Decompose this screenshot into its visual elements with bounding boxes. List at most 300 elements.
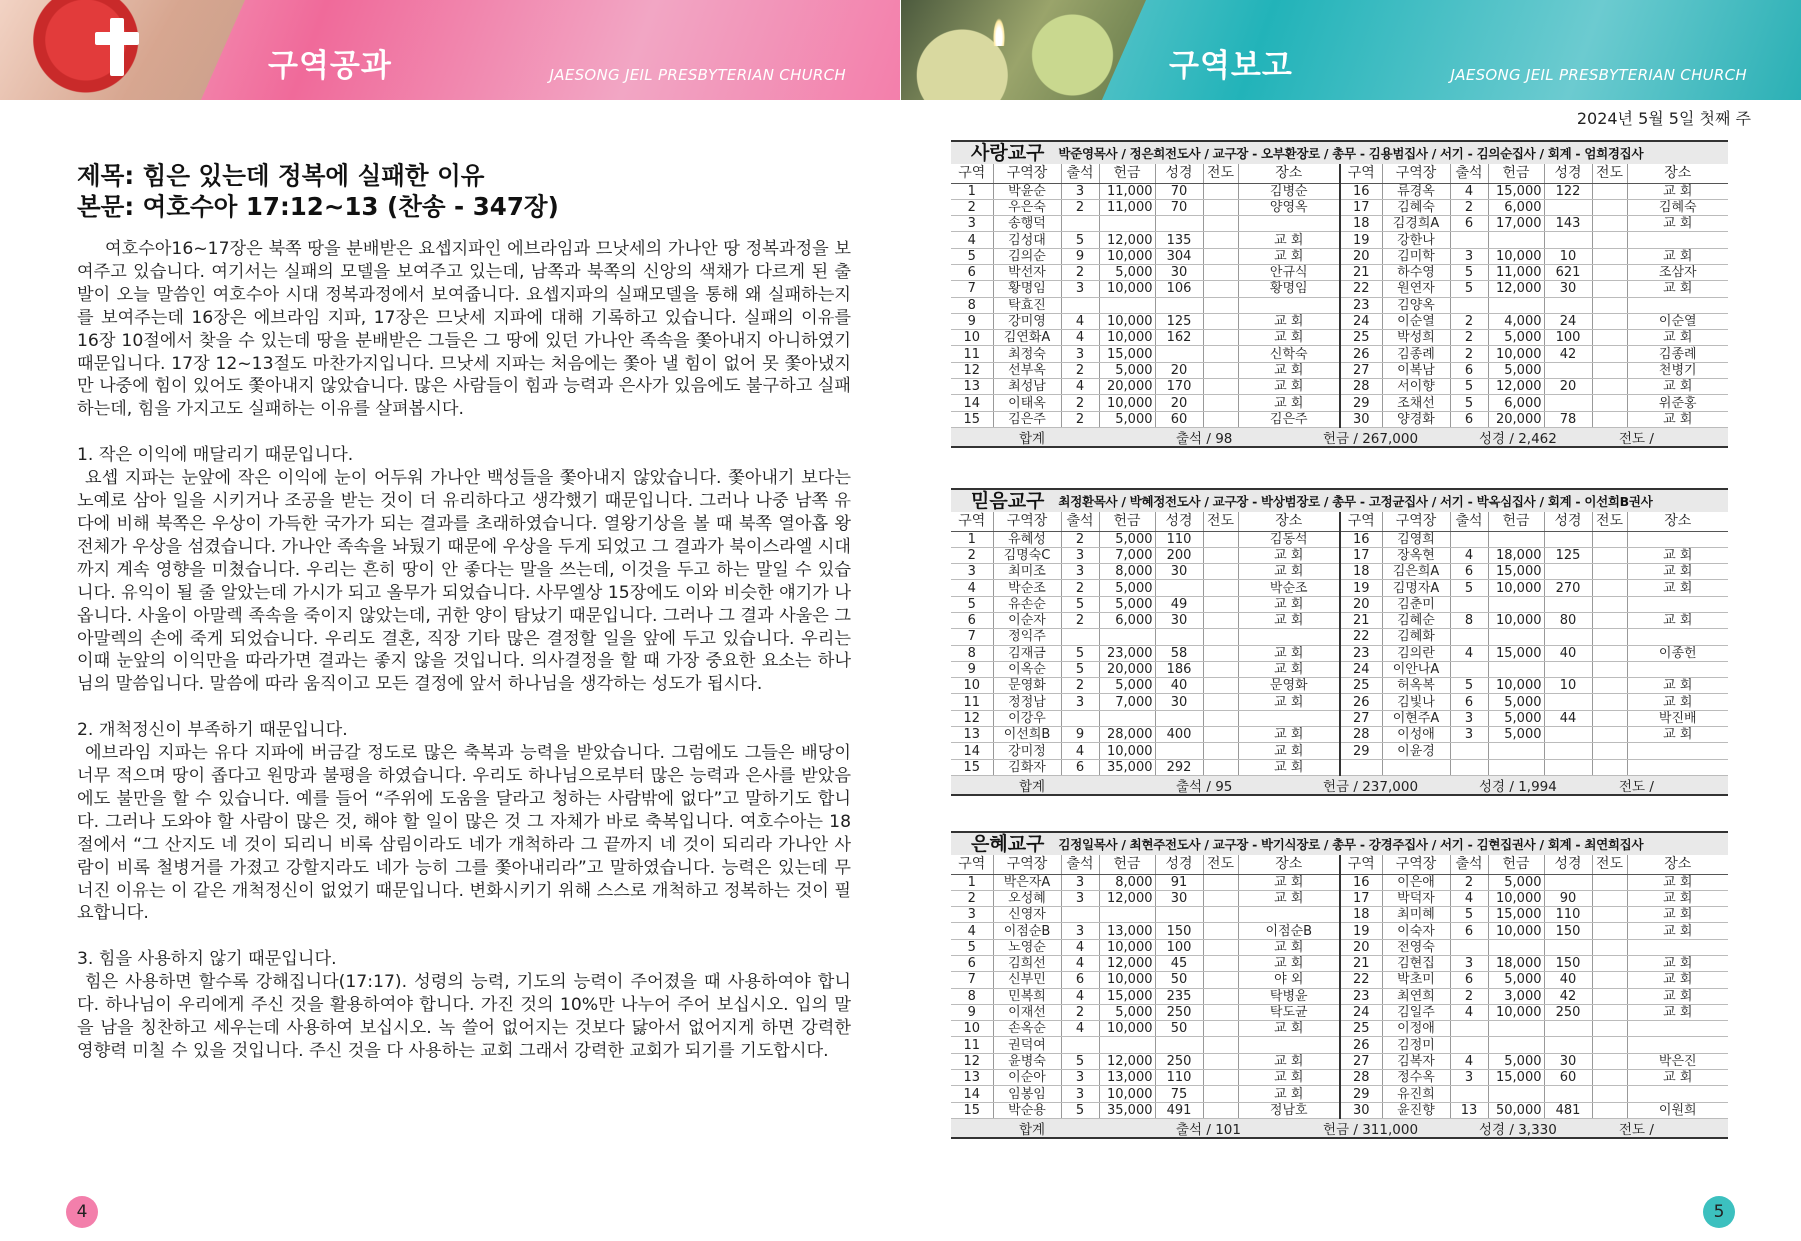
- table-cell: 50,000: [1488, 1102, 1544, 1118]
- table-cell: [1627, 1086, 1728, 1102]
- table-row: [951, 1037, 1728, 1053]
- table-cell: [1099, 297, 1155, 313]
- table-cell: 이순열: [1382, 313, 1450, 329]
- table-cell: [1203, 183, 1238, 199]
- table-cell: [1203, 1004, 1238, 1020]
- table-cell: 200: [1155, 547, 1203, 563]
- table-cell: 김미학: [1382, 248, 1450, 264]
- candle-image: [901, 0, 1146, 100]
- table-cell: [1203, 216, 1238, 232]
- table-row: [951, 874, 1728, 890]
- table-cell: 2: [1061, 531, 1099, 547]
- table-cell: 윤진향: [1382, 1102, 1450, 1118]
- district-1: [951, 140, 1728, 448]
- table-cell: 교 회: [1627, 281, 1728, 297]
- table-cell: 임봉임: [993, 1086, 1061, 1102]
- table-cell: 최연희: [1382, 988, 1450, 1004]
- table-cell: 2: [1061, 678, 1099, 694]
- table-cell: 6: [1450, 362, 1488, 378]
- table-cell: [1203, 678, 1238, 694]
- table-cell: [1203, 281, 1238, 297]
- table-cell: 18: [1340, 564, 1382, 580]
- table-cell: 1: [951, 531, 993, 547]
- table-cell: 16: [1340, 874, 1382, 890]
- table-cell: [1155, 629, 1203, 645]
- table-cell: 14: [951, 1086, 993, 1102]
- table-cell: 17: [1340, 547, 1382, 563]
- table-cell: 김은희A: [1382, 564, 1450, 580]
- district-name: 은혜교구: [971, 833, 1045, 855]
- table-cell: 45: [1155, 955, 1203, 971]
- column-header: 헌금: [1099, 164, 1155, 183]
- table-cell: [1488, 1037, 1544, 1053]
- table-cell: [1627, 596, 1728, 612]
- table-cell: 10,000: [1099, 313, 1155, 329]
- table-cell: 15,000: [1488, 183, 1544, 199]
- table-cell: 11,000: [1488, 264, 1544, 280]
- table-cell: 21: [1340, 612, 1382, 628]
- total-evangelism: 전도 /: [1619, 430, 1654, 447]
- table-cell: [1592, 612, 1627, 628]
- table-row: [951, 759, 1728, 775]
- table-cell: [1450, 661, 1488, 677]
- table-cell: 이점순B: [993, 923, 1061, 939]
- table-cell: 12: [951, 710, 993, 726]
- table-cell: 29: [1340, 1086, 1382, 1102]
- table-cell: [1155, 1037, 1203, 1053]
- table-cell: 10,000: [1099, 1021, 1155, 1037]
- table-cell: [1544, 297, 1592, 313]
- table-cell: 15,000: [1099, 346, 1155, 362]
- table-row: [951, 907, 1728, 923]
- report-date: 2024년 5월 5일 첫째 주: [1576, 109, 1751, 128]
- table-cell: 유진희: [1382, 1086, 1450, 1102]
- table-cell: [1203, 313, 1238, 329]
- table-cell: 16: [1340, 531, 1382, 547]
- table-cell: 30: [1155, 264, 1203, 280]
- table-cell: 교 회: [1238, 1021, 1340, 1037]
- table-cell: 하수영: [1382, 264, 1450, 280]
- table-cell: [1592, 232, 1627, 248]
- table-cell: [1155, 743, 1203, 759]
- table-cell: 3: [1450, 955, 1488, 971]
- district-staff: 박준영목사 / 정은희전도사 / 교구장 - 오부환장로 / 총무 - 김용범집사 / 서기 - 김의순집사 / 회계 - 엄희경집사: [1058, 146, 1644, 161]
- table-cell: 2: [1450, 874, 1488, 890]
- district-header: [951, 140, 1728, 164]
- table-cell: 교 회: [1238, 362, 1340, 378]
- column-header: 구역장: [993, 512, 1061, 531]
- table-cell: 26: [1340, 694, 1382, 710]
- table-cell: [1544, 743, 1592, 759]
- table-cell: 교 회: [1627, 580, 1728, 596]
- column-header: 구역장: [1382, 164, 1450, 183]
- table-cell: [1203, 379, 1238, 395]
- table-cell: 교 회: [1238, 564, 1340, 580]
- table-cell: 19: [1340, 580, 1382, 596]
- table-cell: 이은애: [1382, 874, 1450, 890]
- table-cell: 170: [1155, 379, 1203, 395]
- table-cell: [1592, 874, 1627, 890]
- table-cell: 20: [1544, 379, 1592, 395]
- total-label: 합계: [1019, 778, 1046, 795]
- table-cell: 150: [1544, 923, 1592, 939]
- table-cell: [1592, 629, 1627, 645]
- table-cell: 10: [1544, 678, 1592, 694]
- table-cell: [1544, 727, 1592, 743]
- table-cell: 10,000: [1488, 248, 1544, 264]
- column-header: 구역: [1340, 855, 1382, 874]
- table-cell: 5: [1061, 1102, 1099, 1118]
- table-cell: 이재선: [993, 1004, 1061, 1020]
- table-cell: 70: [1155, 183, 1203, 199]
- table-cell: [1488, 629, 1544, 645]
- table-cell: [1450, 1021, 1488, 1037]
- table-cell: [1450, 297, 1488, 313]
- table-cell: 교 회: [1627, 988, 1728, 1004]
- table-cell: 10: [951, 678, 993, 694]
- table-cell: 25: [1340, 330, 1382, 346]
- table-cell: 5,000: [1099, 531, 1155, 547]
- table-cell: 이선희B: [993, 727, 1061, 743]
- table-row: [951, 694, 1728, 710]
- table-cell: 김동석: [1238, 531, 1340, 547]
- column-header: 헌금: [1488, 855, 1544, 874]
- table-cell: 김종례: [1382, 346, 1450, 362]
- table-cell: 40: [1155, 678, 1203, 694]
- table-cell: 13: [951, 379, 993, 395]
- table-cell: 4: [1450, 1053, 1488, 1069]
- table-cell: 122: [1544, 183, 1592, 199]
- table-cell: 교 회: [1627, 1004, 1728, 1020]
- table-cell: [1099, 907, 1155, 923]
- table-cell: 110: [1155, 1070, 1203, 1086]
- district-staff: 최정환목사 / 박혜정전도사 / 교구장 - 박상범장로 / 총무 - 고정균집사 / 서기 - 박옥심집사 / 회계 - 이선희B권사: [1058, 494, 1653, 509]
- column-header: 성경: [1155, 855, 1203, 874]
- table-cell: [1592, 362, 1627, 378]
- table-cell: [1592, 313, 1627, 329]
- table-cell: 5,000: [1488, 330, 1544, 346]
- table-cell: [1592, 216, 1627, 232]
- column-header: 전도: [1203, 512, 1238, 531]
- table-cell: 28: [1340, 379, 1382, 395]
- table-cell: [1592, 297, 1627, 313]
- table-cell: 6: [1061, 972, 1099, 988]
- table-cell: 5: [1061, 1053, 1099, 1069]
- table-cell: 621: [1544, 264, 1592, 280]
- table-cell: 3: [1450, 1070, 1488, 1086]
- table-cell: [1544, 531, 1592, 547]
- table-cell: [1544, 1037, 1592, 1053]
- table-cell: 김양옥: [1382, 297, 1450, 313]
- table-cell: 35,000: [1099, 759, 1155, 775]
- table-cell: 김희선: [993, 955, 1061, 971]
- table-cell: 15,000: [1488, 1070, 1544, 1086]
- table-cell: 유손순: [993, 596, 1061, 612]
- table-cell: 125: [1155, 313, 1203, 329]
- table-cell: 18,000: [1488, 547, 1544, 563]
- table-cell: 이현주A: [1382, 710, 1450, 726]
- table-cell: 17: [1340, 199, 1382, 215]
- table-cell: 150: [1544, 955, 1592, 971]
- table-cell: 20: [1340, 596, 1382, 612]
- table-cell: 6,000: [1488, 199, 1544, 215]
- table-cell: 270: [1544, 580, 1592, 596]
- table-row: [951, 232, 1728, 248]
- table-cell: 이순아: [993, 1070, 1061, 1086]
- table-cell: 4: [1061, 955, 1099, 971]
- table-cell: [1061, 297, 1099, 313]
- table-cell: [1203, 1021, 1238, 1037]
- table-cell: 106: [1155, 281, 1203, 297]
- table-cell: 5: [1061, 232, 1099, 248]
- table-cell: 김의순: [993, 248, 1061, 264]
- table-cell: 5,000: [1099, 362, 1155, 378]
- table-cell: 5,000: [1099, 580, 1155, 596]
- table-cell: 5: [1061, 596, 1099, 612]
- table-cell: 10,000: [1099, 395, 1155, 411]
- table-cell: [1488, 297, 1544, 313]
- table-cell: [1203, 330, 1238, 346]
- table-cell: 8: [951, 645, 993, 661]
- table-cell: 정남호: [1238, 1102, 1340, 1118]
- table-row: [951, 346, 1728, 362]
- table-cell: 김영희: [1382, 531, 1450, 547]
- table-cell: 박선자: [993, 264, 1061, 280]
- table-cell: [1627, 1037, 1728, 1053]
- table-cell: 교 회: [1238, 939, 1340, 955]
- table-cell: 5: [1061, 661, 1099, 677]
- table-cell: 김종례: [1627, 346, 1728, 362]
- table-row: [951, 547, 1728, 563]
- table-cell: 교 회: [1627, 216, 1728, 232]
- table-cell: 3: [1061, 281, 1099, 297]
- table-cell: 5: [1450, 907, 1488, 923]
- total-evangelism: 전도 /: [1619, 1121, 1654, 1138]
- table-cell: 235: [1155, 988, 1203, 1004]
- left-page: [0, 0, 900, 1241]
- table-cell: [1238, 907, 1340, 923]
- table-cell: 교 회: [1627, 564, 1728, 580]
- table-cell: 오성혜: [993, 890, 1061, 906]
- table-cell: 조채선: [1382, 395, 1450, 411]
- table-cell: [1450, 531, 1488, 547]
- table-cell: 20,000: [1488, 411, 1544, 427]
- table-cell: [1155, 297, 1203, 313]
- table-row: [951, 183, 1728, 199]
- table-cell: 3,000: [1488, 988, 1544, 1004]
- table-cell: 허옥복: [1382, 678, 1450, 694]
- table-cell: 이순자: [993, 612, 1061, 628]
- table-cell: 4: [951, 580, 993, 596]
- cross-icon: [110, 18, 124, 76]
- column-header: 구역장: [1382, 855, 1450, 874]
- table-cell: 교 회: [1238, 248, 1340, 264]
- table-cell: [1203, 362, 1238, 378]
- page-number: 5: [1703, 1196, 1735, 1228]
- table-cell: 15: [951, 1102, 993, 1118]
- table-cell: [1061, 1037, 1099, 1053]
- table-cell: [1203, 939, 1238, 955]
- column-header: 구역: [951, 512, 993, 531]
- table-cell: 4: [951, 923, 993, 939]
- table-cell: 25: [1340, 1021, 1382, 1037]
- column-header: 헌금: [1488, 164, 1544, 183]
- table-cell: 30: [1544, 281, 1592, 297]
- table-cell: 10,000: [1488, 923, 1544, 939]
- table-cell: 신학숙: [1238, 346, 1340, 362]
- candle-flame-icon: [993, 18, 1005, 46]
- table-cell: 100: [1544, 330, 1592, 346]
- table-cell: 4: [1061, 313, 1099, 329]
- table-cell: [1592, 694, 1627, 710]
- district-total: [951, 776, 1728, 796]
- table-cell: 교 회: [1627, 923, 1728, 939]
- table-cell: 491: [1155, 1102, 1203, 1118]
- table-cell: 윤병숙: [993, 1053, 1061, 1069]
- table-cell: 위준홍: [1627, 395, 1728, 411]
- table-cell: 2: [951, 890, 993, 906]
- table-cell: 12,000: [1488, 379, 1544, 395]
- table-cell: 19: [1340, 232, 1382, 248]
- table-cell: 9: [951, 313, 993, 329]
- table-cell: [1592, 710, 1627, 726]
- table-cell: 2: [1450, 988, 1488, 1004]
- table-cell: 9: [1061, 248, 1099, 264]
- table-cell: 교 회: [1627, 411, 1728, 427]
- table-cell: 13,000: [1099, 923, 1155, 939]
- table-cell: 10,000: [1488, 678, 1544, 694]
- table-cell: [1203, 727, 1238, 743]
- table-cell: 김춘미: [1382, 596, 1450, 612]
- table-cell: 교 회: [1238, 313, 1340, 329]
- table-cell: 11,000: [1099, 199, 1155, 215]
- column-header: 구역장: [993, 855, 1061, 874]
- point-3-title: 3. 힘을 사용하지 않기 때문입니다.: [77, 949, 337, 970]
- table-cell: [1627, 759, 1728, 775]
- table-cell: [1382, 759, 1450, 775]
- table-cell: 12: [951, 1053, 993, 1069]
- table-cell: 15,000: [1488, 907, 1544, 923]
- table-cell: 김재금: [993, 645, 1061, 661]
- table-cell: 10,000: [1099, 1086, 1155, 1102]
- table-cell: 3: [1061, 183, 1099, 199]
- table-cell: [1592, 923, 1627, 939]
- table-cell: [1155, 710, 1203, 726]
- table-cell: [1203, 1037, 1238, 1053]
- district-total: [951, 428, 1728, 448]
- district-2: [951, 488, 1728, 796]
- table-cell: [1592, 1070, 1627, 1086]
- table-cell: [1203, 988, 1238, 1004]
- table-cell: 162: [1155, 330, 1203, 346]
- table-cell: 최미조: [993, 564, 1061, 580]
- table-cell: 30: [1155, 612, 1203, 628]
- table-cell: 49: [1155, 596, 1203, 612]
- table-cell: 400: [1155, 727, 1203, 743]
- table-cell: 20: [1155, 395, 1203, 411]
- table-cell: 최성남: [993, 379, 1061, 395]
- table-cell: [1203, 232, 1238, 248]
- table-cell: [1488, 1086, 1544, 1102]
- table-cell: 5: [1450, 281, 1488, 297]
- table-cell: 8: [1450, 612, 1488, 628]
- table-cell: 2: [1061, 1004, 1099, 1020]
- table-cell: 교 회: [1238, 694, 1340, 710]
- table-cell: 이순열: [1627, 313, 1728, 329]
- table-cell: 1: [951, 874, 993, 890]
- table-cell: 1: [951, 183, 993, 199]
- table-cell: 이종헌: [1627, 645, 1728, 661]
- table-cell: 6: [1450, 923, 1488, 939]
- district-staff: 김정일목사 / 최현주전도사 / 교구장 - 박기식장로 / 총무 - 강경주집사 / 서기 - 김현집권사 / 회계 - 최연희집사: [1058, 837, 1644, 852]
- table-cell: 안규식: [1238, 264, 1340, 280]
- table-cell: 김화자: [993, 759, 1061, 775]
- table-cell: 이옥순: [993, 661, 1061, 677]
- table-cell: [1627, 297, 1728, 313]
- table-cell: [1488, 1021, 1544, 1037]
- table-cell: 박덕자: [1382, 890, 1450, 906]
- column-header: 헌금: [1488, 512, 1544, 531]
- table-cell: [1155, 907, 1203, 923]
- table-row: [951, 580, 1728, 596]
- table-cell: [1592, 955, 1627, 971]
- table-cell: 4: [1450, 890, 1488, 906]
- table-cell: 신영자: [993, 907, 1061, 923]
- table-cell: 9: [951, 1004, 993, 1020]
- table-row: [951, 743, 1728, 759]
- table-cell: [1592, 531, 1627, 547]
- table-cell: 250: [1155, 1004, 1203, 1020]
- table-cell: 교 회: [1238, 645, 1340, 661]
- table-cell: 김혜화: [1382, 629, 1450, 645]
- table-cell: 교 회: [1238, 379, 1340, 395]
- table-cell: 박순조: [1238, 580, 1340, 596]
- table-cell: 김성대: [993, 232, 1061, 248]
- table-cell: [1203, 1053, 1238, 1069]
- total-label: 합계: [1019, 430, 1046, 447]
- district-header: [951, 831, 1728, 855]
- table-cell: [1627, 629, 1728, 645]
- table-cell: 16: [1340, 183, 1382, 199]
- table-cell: [1203, 395, 1238, 411]
- table-cell: 10: [1544, 248, 1592, 264]
- table-cell: 304: [1155, 248, 1203, 264]
- table-cell: 5,000: [1488, 727, 1544, 743]
- table-cell: [1203, 580, 1238, 596]
- table-cell: 6: [951, 955, 993, 971]
- table-cell: 양경화: [1382, 411, 1450, 427]
- table-row: [951, 1070, 1728, 1086]
- table-cell: 18: [1340, 907, 1382, 923]
- table-cell: 교 회: [1238, 395, 1340, 411]
- table-cell: 2: [1061, 264, 1099, 280]
- table-cell: 4: [1061, 330, 1099, 346]
- table-cell: 3: [951, 564, 993, 580]
- table-cell: 10,000: [1099, 939, 1155, 955]
- table-cell: 3: [1061, 874, 1099, 890]
- column-header: 장소: [1627, 855, 1728, 874]
- table-cell: 10,000: [1488, 346, 1544, 362]
- table-cell: [1155, 346, 1203, 362]
- table-cell: [1203, 547, 1238, 563]
- column-header: 성경: [1155, 164, 1203, 183]
- table-row: [951, 199, 1728, 215]
- table-cell: [1203, 248, 1238, 264]
- table-cell: 10,000: [1099, 330, 1155, 346]
- table-cell: 5: [1061, 645, 1099, 661]
- table-cell: 박은자A: [993, 874, 1061, 890]
- table-cell: 30: [1155, 694, 1203, 710]
